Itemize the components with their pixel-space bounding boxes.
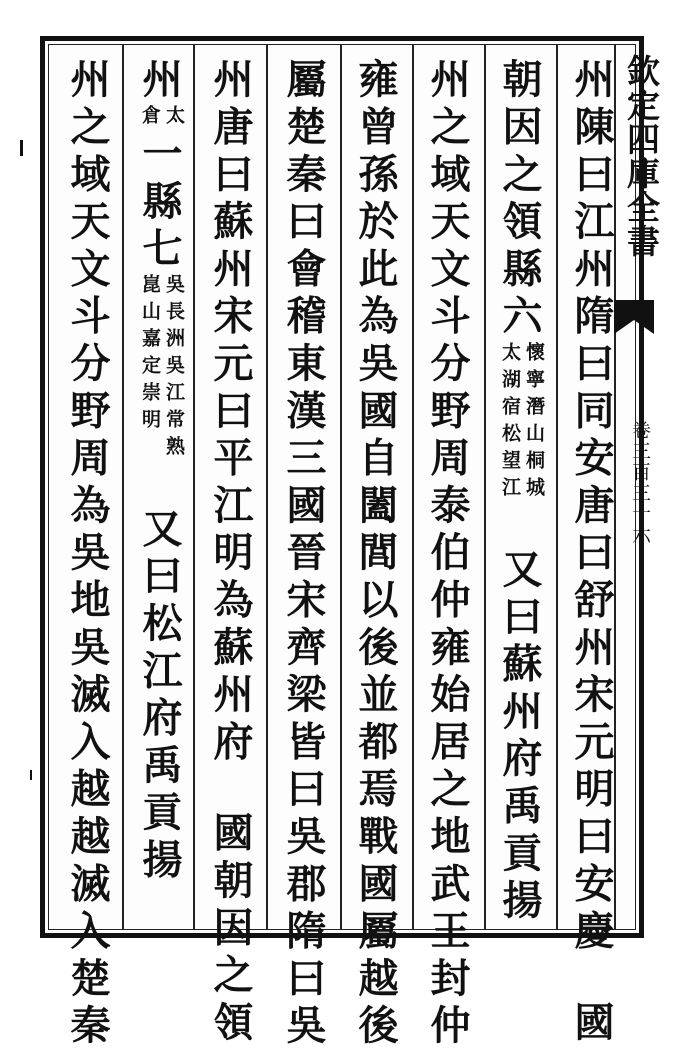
margin-title: 欽定四庫全書 — [622, 54, 661, 258]
column-rule — [412, 44, 414, 930]
column-tail: 國朝因之領 — [207, 811, 254, 1048]
juan-number: 卷三百三十六 — [629, 420, 651, 546]
column-rule — [193, 44, 195, 930]
text-column-5 — [272, 58, 330, 1051]
column-rule — [556, 44, 558, 930]
column-text: 州之域天文斗分野周為吳地吳滅入越越滅入楚秦 — [64, 58, 111, 1051]
note-top-left: 倉 — [139, 105, 161, 133]
scan-blemish — [30, 770, 32, 780]
note-right: 吳長洲吳江常熟 — [163, 274, 185, 464]
text-column-4 — [344, 58, 402, 1051]
column-head-b: 一縣七 — [136, 132, 183, 275]
text-column-2 — [488, 58, 546, 926]
column-rule — [266, 44, 268, 930]
column-rule — [122, 44, 124, 930]
note-top-right: 太 — [163, 105, 185, 133]
column-text: 州陳曰江州隋曰同安唐曰舒州宋元明曰安慶 — [568, 58, 615, 957]
column-rule — [340, 44, 342, 930]
note-left: 太湖宿松望江 — [499, 341, 521, 504]
column-tail: 又曰蘇州府禹貢揚 — [496, 547, 543, 927]
scan-blemish — [20, 140, 23, 156]
text-column-6 — [199, 58, 257, 1048]
text-column-1 — [560, 58, 618, 1049]
column-text: 州之域天文斗分野周泰伯仲雍始居之地武王封仲 — [424, 58, 471, 1051]
interlinear-note — [498, 342, 546, 504]
column-rule — [484, 44, 486, 930]
interlinear-note-top — [138, 105, 186, 132]
column-text: 屬楚秦曰會稽東漢三國晉宋齊梁皆曰吳郡隋曰吳 — [280, 58, 327, 1051]
column-tail: 又曰松江府禹貢揚 — [136, 507, 183, 886]
column-head-a: 州 — [136, 58, 183, 106]
text-column-3 — [416, 58, 474, 1051]
column-tail: 國 — [568, 1000, 615, 1049]
text-column-7 — [128, 58, 186, 926]
note-left: 崑山嘉定崇明 — [139, 274, 161, 437]
column-text: 雍曾孫於此為吳國自闔閭以後並都焉戰國屬越後 — [352, 58, 399, 1051]
interlinear-note — [138, 274, 186, 463]
note-right: 懷寧潛山桐城 — [523, 341, 545, 504]
fish-tail-mark-icon — [614, 300, 654, 334]
text-column-8 — [56, 58, 114, 1051]
column-text: 州唐曰蘇州宋元曰平江明為蘇州府 — [207, 58, 254, 768]
column-head: 朝因之領縣六 — [496, 58, 543, 342]
